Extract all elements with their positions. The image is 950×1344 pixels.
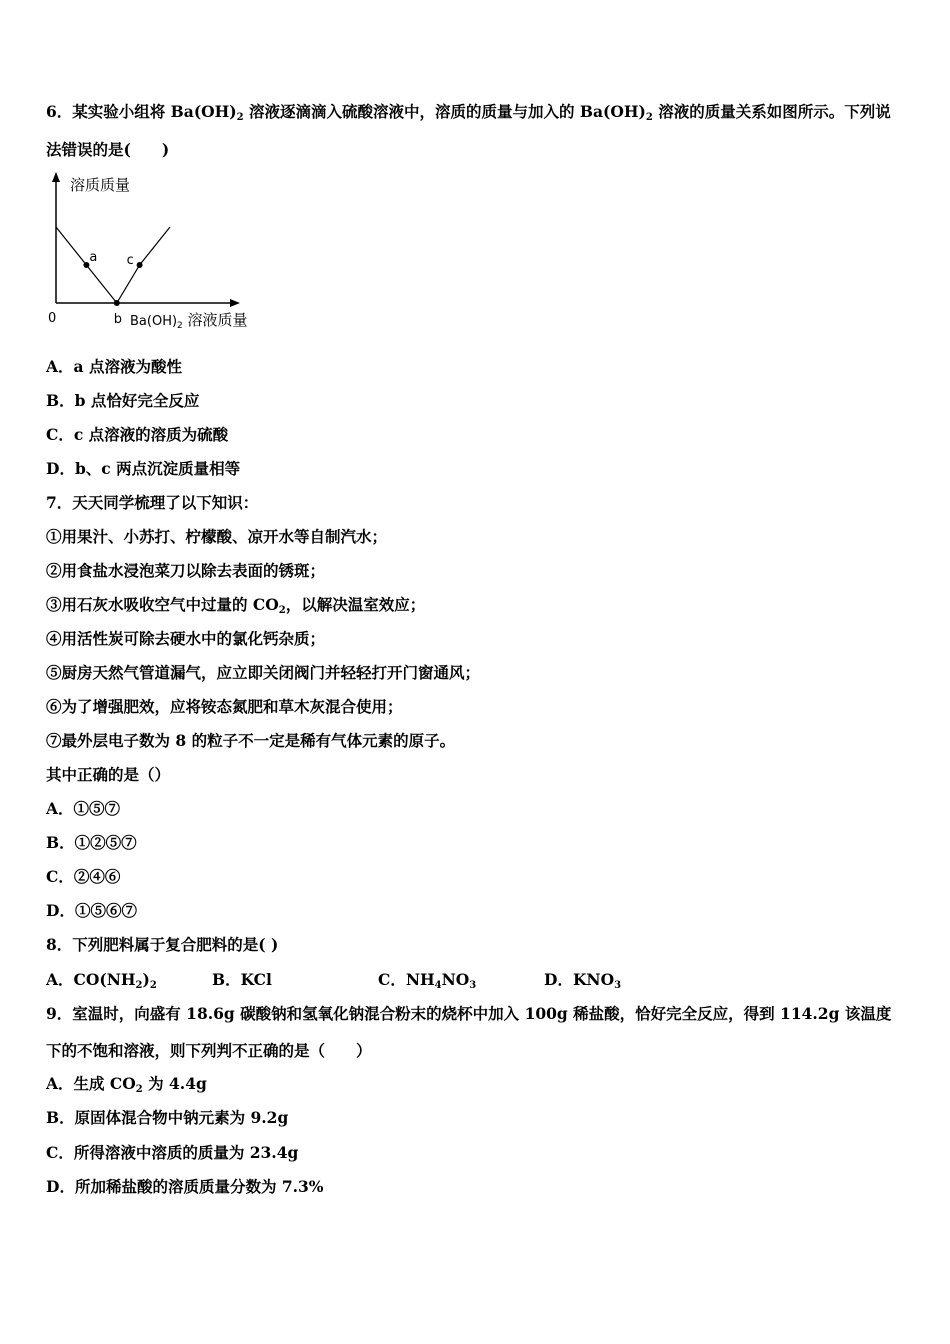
q7-item: ①用果汁、小苏打、柠檬酸、凉开水等自制汽水；: [46, 527, 388, 546]
q9-option-b[interactable]: B．原固体混合物中钠元素为 9.2g: [46, 1108, 289, 1127]
q7-item: ⑤厨房天然气管道漏气，应立即关闭阀门并轻轻打开门窗通风；: [46, 663, 481, 682]
q6-stem-line2: 法错误的是( ): [46, 140, 170, 159]
q8-option-d[interactable]: D．$KNO_3$: [544, 970, 622, 991]
q9-stem-line2: 下的不饱和溶液，则下列判不正确的是（ ）: [46, 1041, 372, 1060]
q7-stem: 7．天天同学梳理了以下知识：: [46, 493, 259, 512]
q9-option-d[interactable]: D．所加稀盐酸的溶质质量分数为 7.3%: [46, 1177, 324, 1196]
q7-item: ④用活性炭可除去硬水中的氯化钙杂质；: [46, 629, 326, 648]
q7-item-text: ，以解决温室效应；: [285, 595, 426, 614]
q7-option-a[interactable]: A．①⑤⑦: [46, 799, 121, 818]
q6-option-c[interactable]: C．c 点溶液的溶质为硫酸: [46, 425, 229, 444]
q8-options: [46, 969, 910, 991]
point-b: [114, 300, 120, 306]
q6-text: 溶液的质量关系如图所示。下列说: [652, 102, 891, 121]
q9-option-a[interactable]: A．生成 $CO_2$ 为 4.4g: [46, 1074, 207, 1095]
q7-option-b[interactable]: B．①②⑤⑦: [46, 833, 137, 852]
q7-option-d[interactable]: D．①⑤⑥⑦: [46, 901, 137, 920]
q7-option-c[interactable]: C．②④⑥: [46, 867, 121, 886]
y-axis-label: 溶质质量: [70, 176, 131, 194]
q8-option-a[interactable]: A．$CO(NH_2)_2$: [46, 970, 157, 991]
q8-stem: 8．下列肥料属于复合肥料的是( ): [46, 935, 279, 954]
y-axis-arrow-icon: [52, 172, 60, 182]
q8-option-b[interactable]: B．KCl: [212, 970, 272, 989]
series-line: [56, 227, 170, 303]
q9-option-c[interactable]: C．所得溶液中溶质的质量为 23.4g: [46, 1143, 299, 1162]
subscript: 2: [645, 112, 653, 123]
q8-option-c[interactable]: C．$NH_4NO_3$: [378, 970, 477, 991]
q6-text: 溶液逐滴滴入硫酸溶液中，溶质的质量与加入的 Ba(OH): [243, 102, 646, 121]
subscript: 2: [278, 605, 286, 616]
q7-item: ⑦最外层电子数为 8 的粒子不一定是稀有气体元素的原子。: [46, 731, 456, 750]
point-label-c: c: [126, 253, 134, 268]
q6-stem-line1: [46, 101, 910, 123]
q7-question: 其中正确的是（）: [46, 765, 171, 784]
q6-option-d[interactable]: D．b、c 两点沉淀质量相等: [46, 459, 241, 478]
subscript: 2: [236, 112, 244, 123]
point-label-a: a: [89, 250, 98, 265]
q7-item-text: ③用石灰水吸收空气中过量的 CO: [46, 595, 279, 614]
q6-option-b[interactable]: B．b 点恰好完全反应: [46, 391, 200, 410]
point-c: [137, 262, 143, 268]
x-axis-label: $Ba(OH)_2$ 溶液质量: [130, 311, 248, 331]
q7-item: [46, 594, 910, 616]
point-label-b: b: [113, 312, 123, 327]
x-axis-arrow-icon: [230, 299, 240, 307]
q6-option-a[interactable]: A．a 点溶液为酸性: [46, 357, 182, 376]
q6-chart: [44, 170, 274, 335]
q6-text: 6．某实验小组将 Ba(OH): [46, 102, 237, 121]
q7-item: ②用食盐水浸泡菜刀以除去表面的锈斑；: [46, 561, 326, 580]
q7-item: ⑥为了增强肥效，应将铵态氮肥和草木灰混合使用；: [46, 697, 403, 716]
q9-stem-line1: 9．室温时，向盛有 18.6g 碳酸钠和氢氧化钠混合粉末的烧杯中加入 100g 稀盐酸，恰好完全反应，得到 114.2g 该温度: [46, 1004, 892, 1023]
origin-label: 0: [48, 311, 57, 326]
